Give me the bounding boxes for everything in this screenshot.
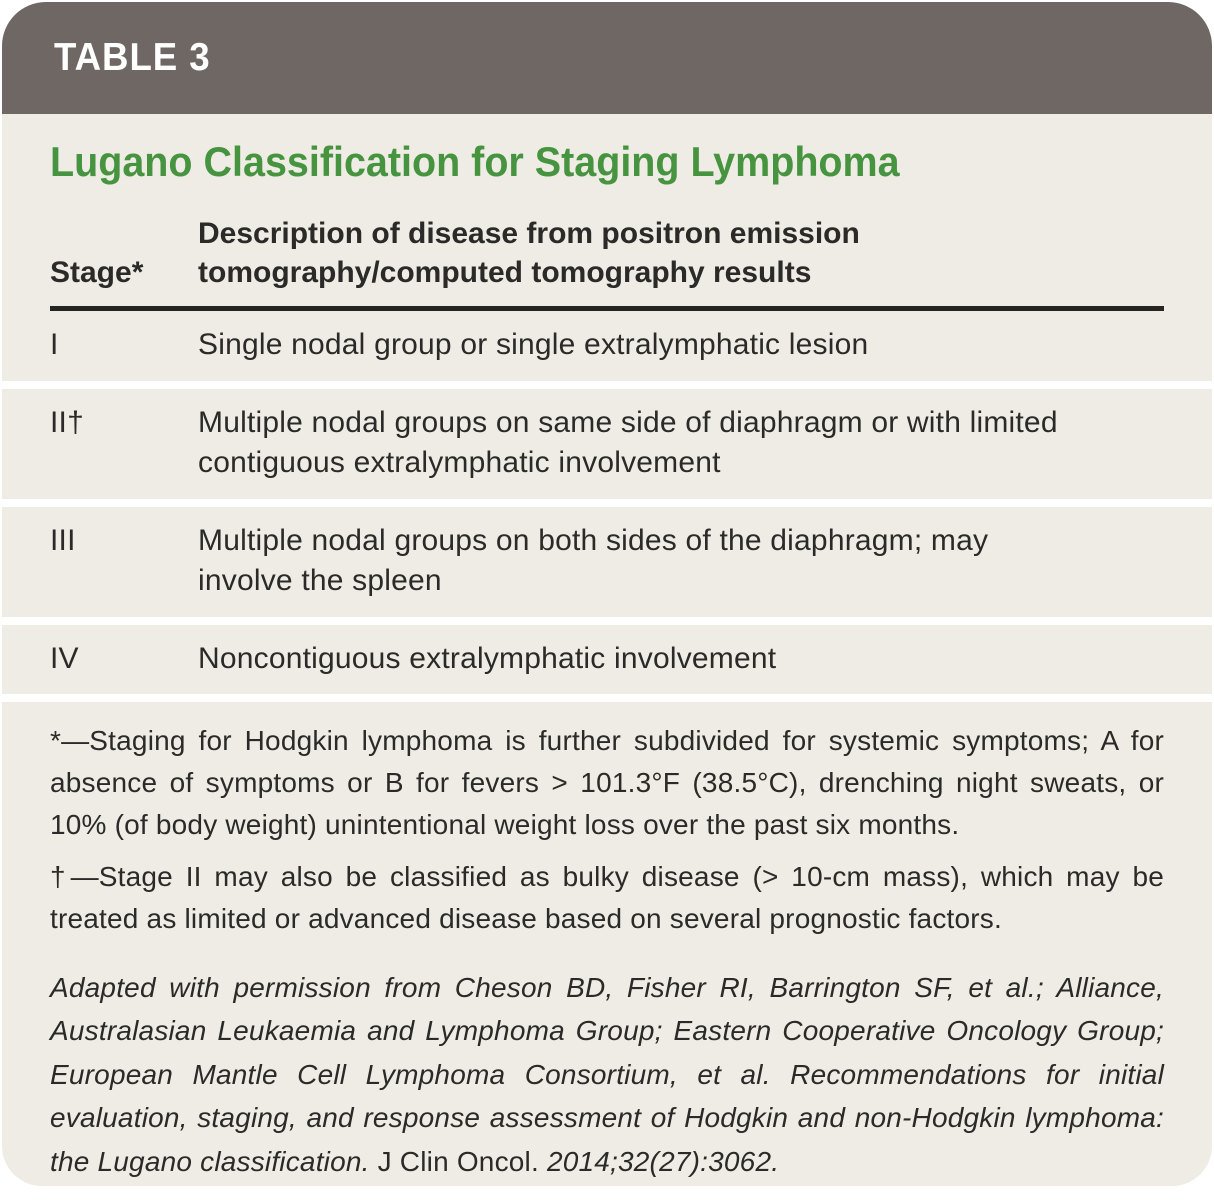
table-card-body: [2, 140, 1212, 1183]
table-card-header: [2, 2, 1212, 114]
stage-cell: IV: [50, 641, 79, 675]
table-row: [2, 311, 1212, 389]
description-cell: Noncontiguous extralymphatic involvement: [198, 641, 777, 675]
table-row: [2, 507, 1212, 625]
column-header-stage: Stage*: [50, 256, 144, 290]
table-row: [2, 625, 1212, 703]
stage-cell: II†: [50, 405, 84, 439]
stage-cell: I: [50, 328, 59, 362]
footnote-dagger: †—Stage II may also be classified as bulky disease (> 10-cm mass), which may be treated as limited or advanced disease based on several prognostic factors.: [50, 861, 1164, 935]
table-number-label: TABLE 3: [54, 36, 211, 79]
table-row: [2, 389, 1212, 507]
table-column-header-row: [50, 214, 1164, 311]
table-card: [2, 2, 1212, 1186]
footnotes-section: [50, 720, 1164, 940]
attribution-text-italic-1: Adapted with permission from Cheson BD, Fisher RI, Barrington SF, et al.; Alliance, Australasian Leukaemia and Lymphoma Group; Eastern Cooperative Oncology Group; European Mantle Cell Lymphoma Consortium, et al. Recommendations for initial evaluation, staging, and response assessment of Hodgkin and non-Hodgkin lymphoma: the Lugano classification.: [50, 972, 1164, 1177]
description-cell: Multiple nodal groups on same side of diaphragm or with limited contiguous extralymphatic involvement: [198, 405, 1058, 480]
source-attribution: [50, 966, 1164, 1183]
footnote-asterisk: *—Staging for Hodgkin lymphoma is further subdivided for systemic symptoms; A for absence of symptoms or B for fevers > 101.3°F (38.5°C), drenching night sweats, or 10% (of body weight) unintentional weight loss over the past six months.: [50, 725, 1164, 841]
column-header-description: Description of disease from positron emission tomography/computed tomography results: [198, 217, 860, 290]
table-rows: [2, 311, 1212, 702]
stage-cell: III: [50, 523, 76, 557]
attribution-journal-name: J Clin Oncol.: [377, 1145, 539, 1177]
description-cell: Single nodal group or single extralymphatic lesion: [198, 328, 869, 362]
table-title: Lugano Classification for Staging Lymphoma: [50, 138, 900, 185]
attribution-citation-numbers: 2014;32(27):3062.: [546, 1145, 780, 1177]
description-cell: Multiple nodal groups on both sides of the diaphragm; may involve the spleen: [198, 523, 989, 598]
